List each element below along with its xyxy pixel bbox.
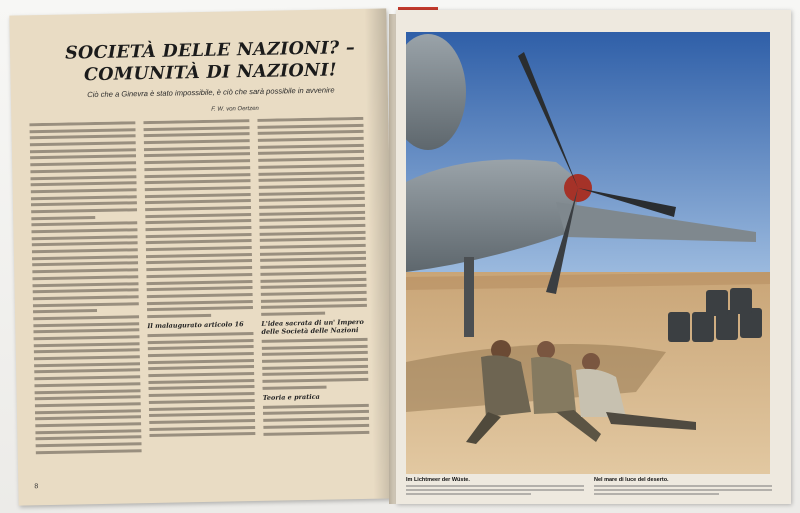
left-page — [9, 8, 395, 505]
section-heading: Teoria e pratica — [262, 392, 320, 402]
text-column-1 — [29, 121, 142, 483]
text-column-3 — [257, 117, 370, 479]
right-page — [396, 10, 791, 504]
article-author: F. W. von Oertzen — [211, 105, 259, 113]
section-heading: Il malaugurato articolo 16 — [147, 320, 244, 331]
caption-title-italian: Nel mare di luce del deserto. — [594, 477, 669, 483]
article-subtitle: Ciò che a Ginevra è stato impossibile, è ciò che sarà possibile in avvenire — [87, 85, 335, 100]
text-column-2 — [143, 119, 256, 481]
section-heading: L'idea sacrata di un' Impero delle Società delle Nazioni — [261, 317, 364, 336]
photo-caption — [406, 477, 776, 499]
photo-illustration — [406, 32, 770, 474]
page-number: 8 — [34, 483, 39, 491]
photo-aircraft-desert — [406, 32, 770, 474]
caption-title-german: Im Lichtmeer der Wüste. — [406, 477, 470, 483]
article-title: SOCIETÀ DELLE NAZIONI? – COMUNITÀ DI NAZIONI! — [64, 38, 356, 86]
